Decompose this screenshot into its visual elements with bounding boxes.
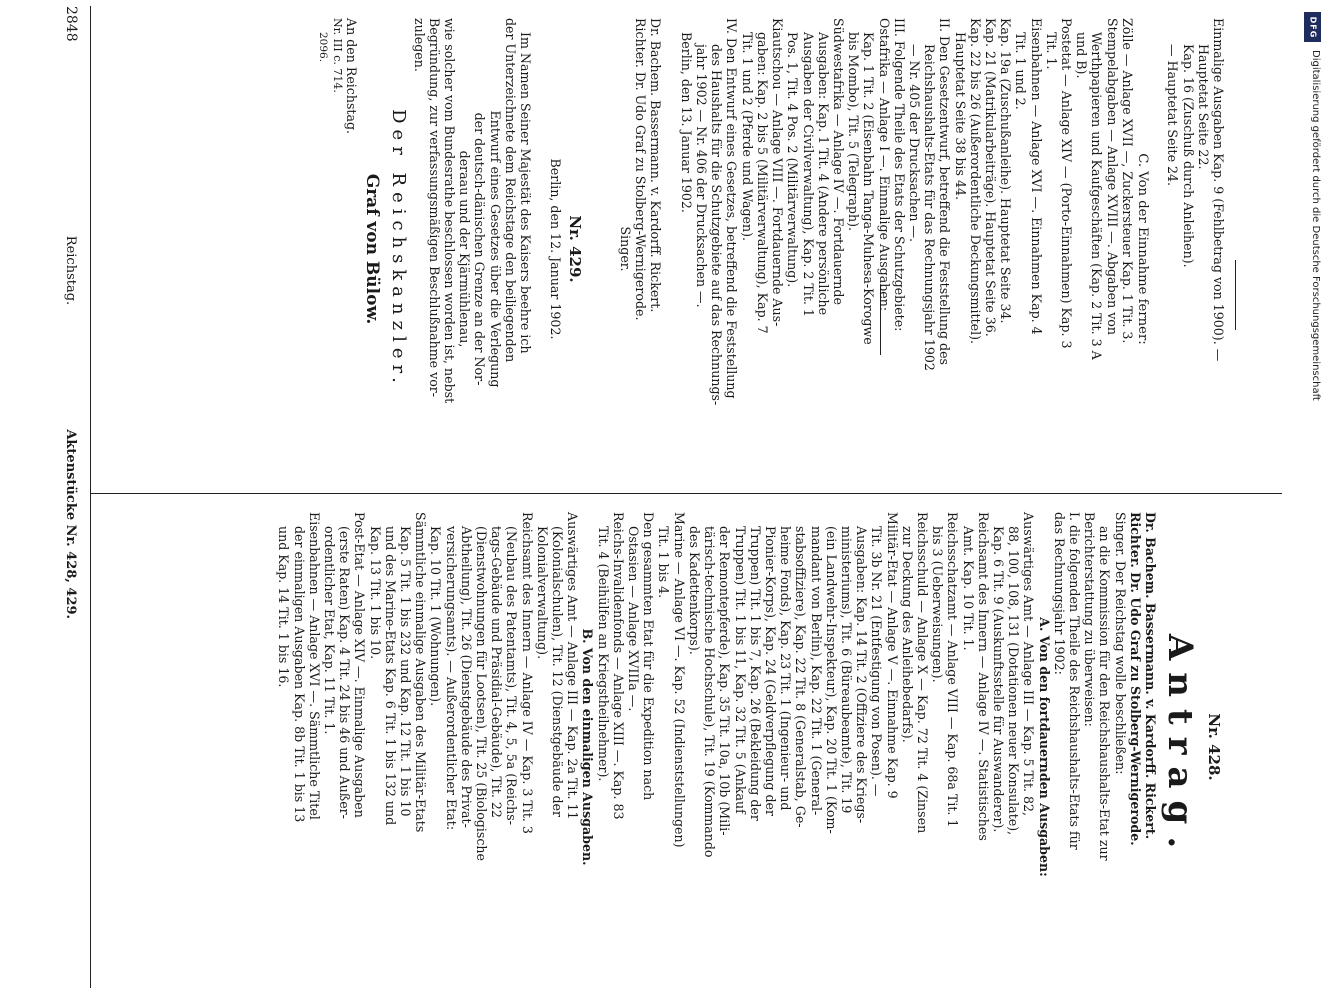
col2-line: Richter. Dr. Udo Graf zu Stolberg-Wernigerode. bbox=[633, 18, 649, 321]
col1-line: und Kap. 14 Tit. 1 bis 16. bbox=[276, 526, 292, 688]
col2-line: Kap. 21 (Matrikularbeiträge). Hauptetat Seite 36. bbox=[982, 18, 998, 337]
col1-line: Tit. 1 bis 4. bbox=[656, 526, 672, 599]
col1-line: Richter. Dr. Udo Graf zu Stolberg-Wernigerode. bbox=[1127, 512, 1143, 846]
col1-line: und des Marine-Etats Kap. 6 Tit. 1 bis 132 und bbox=[382, 526, 398, 826]
col2-line: II. Den Gesetzentwurf, betreffend die Feststellung des bbox=[937, 18, 953, 365]
col2-line: Nr. 429. bbox=[566, 215, 585, 283]
col1-line: Truppen) Tit. 1 bis 7, Kap. 26 (Bekleidung der bbox=[747, 526, 763, 821]
page-number: 2848 bbox=[63, 6, 79, 42]
col2-line: wie solcher vom Bundesrathe beschlossen worden ist, nebst bbox=[442, 18, 458, 404]
col2-line: Entwurf eines Gesetzes über die Verlegung bbox=[487, 110, 503, 388]
col1-line: Dr. Bachem. Bassermann. v. Kardorff. Rickert. bbox=[1143, 512, 1158, 840]
col1-line: zur Deckung des Anleihebedarfs). bbox=[899, 526, 915, 743]
col1-line: Kolonialverwaltung). bbox=[534, 526, 550, 660]
col2-line: Nr. III c. 714. bbox=[331, 18, 345, 93]
col2-line: — Hauptetat Seite 24. bbox=[1165, 44, 1181, 187]
col1-line: (ein Landwehr-Inspekteur), Kap. 20 Tit. 1 (Kom- bbox=[823, 526, 839, 834]
col2-line: IV. Den Entwurf eines Gesetzes, betreffend die Feststellung bbox=[724, 18, 740, 399]
col2-line: deraau und der Kjärmühlenau, bbox=[457, 150, 473, 348]
col1-line: Tit. 4 (Beihülfen an Kriegstheilnehmer). bbox=[595, 526, 611, 782]
col1-line: Kap. 6 Tit. 9 (Auskunftsstelle für Auswanderer). bbox=[990, 526, 1006, 833]
col2-line: Der Reichskanzler. bbox=[388, 109, 410, 389]
col1-line: ordentlicher Etat, Kap. 11 Tit. 1. bbox=[322, 526, 338, 735]
col2-line: Einmalige Ausgaben Kap. 9 (Fehlbetrag von 1900). — bbox=[1211, 18, 1226, 362]
col1-line: Reichs-Invalidenfonds — Anlage XIII —. Kap. 83 bbox=[610, 512, 626, 820]
col1-line: das Rechnungsjahr 1902: bbox=[1051, 512, 1067, 675]
col2-line bbox=[533, 18, 548, 480]
col1-line: bis 3 (Ueberweisungen). bbox=[930, 526, 946, 683]
col2-line: Hauptetat Seite 38 bis 44. bbox=[952, 32, 968, 201]
col2-line: Begründung, zur verfassungsmäßigen Beschlußnahme vor- bbox=[426, 18, 442, 398]
column-right-antrag-429 bbox=[316, 18, 1226, 480]
digitization-note: Digitalisierung gefördert durch die Deutsche Forschungsgemeinschaft bbox=[1310, 50, 1321, 401]
col1-line: Reichsschatzamt — Anlage VIII — Kap. 68a Tit. 1 bbox=[945, 512, 961, 828]
col1-line: 88, 100, 108, 131 (Dotationen neuer Konsulate), bbox=[1006, 526, 1022, 836]
col1-line: Singer. Der Reichstag wolle beschließen: bbox=[1112, 512, 1128, 775]
col1-line: Kap. 5 Tit. 1 bis 232 und Kap. 12 Tit. 1 bis 10 bbox=[398, 526, 414, 817]
col2-line: der Unterzeichnete dem Reichstage den beiliegenden bbox=[502, 18, 518, 363]
col2-line: Ausgaben der Civilverwaltung), Kap. 2 Tit. 1 bbox=[800, 32, 816, 317]
col1-line: (erste Raten) Kap. 4 Tit. 24 bis 46 und Außer- bbox=[337, 526, 353, 819]
col2-line: des Haushalts für die Schutzgebiete auf das Rechnungs- bbox=[709, 44, 725, 406]
col2-line: Stempelabgaben — Anlage XVIII —. Abgaben von bbox=[1104, 18, 1120, 336]
col1-line: Berichterstattung zu überweisen: bbox=[1082, 512, 1098, 727]
col2-line: Postetat — Anlage XIV — (Porto-Einnahmen) Kap. 3 bbox=[1058, 18, 1074, 349]
col1-line: Reichsamt des Innern — Anlage IV —. Statistisches bbox=[975, 512, 991, 841]
col1-line: Kap. 10 Tit. 1 (Wohnungen). bbox=[428, 526, 444, 707]
header-right: Aktenstücke Nr. 428, 429. bbox=[63, 429, 78, 620]
col1-line: Post-Etat — Anlage XIV —. Einmalige Ausgaben bbox=[352, 512, 368, 818]
column-left-antrag-428 bbox=[276, 512, 1226, 982]
col1-line: an die Kommission für den Reichshaushalts-Etat zur bbox=[1097, 526, 1113, 861]
col2-line: der deutsch-dänischen Grenze an der Nor- bbox=[472, 112, 488, 386]
col2-line: und B). bbox=[1074, 32, 1090, 79]
col1-line: des Kadettenkorps). bbox=[686, 526, 702, 655]
col1-line: der einmaligen Ausgaben Kap. 8b Tit. 1 bis 13 bbox=[291, 526, 307, 823]
col2-line: Berlin, den 13. Januar 1902. bbox=[678, 32, 694, 213]
col1-line: A. Von den fortdauernden Ausgaben: bbox=[1036, 617, 1052, 877]
col1-line: ministeriums), Tit. 6 (Büreaubeamte), Tit. 19 bbox=[838, 526, 854, 814]
col1-line: I. die folgenden Theile des Reichshaushalts-Etats für bbox=[1066, 512, 1082, 850]
col1-line: Truppen) Tit. 1 bis 11, Kap. 32 Tit. 5 (Ankauf bbox=[732, 526, 748, 814]
col1-line: Amt. Kap. 10 Tit. 1. bbox=[960, 526, 976, 651]
col2-line: An den Reichstag. bbox=[344, 18, 360, 135]
col2-line: — Nr. 405 der Drucksachen —. bbox=[906, 44, 922, 243]
col2-line: Kiautschou — Anlage VIII —. Fortdauernde Aus- bbox=[770, 18, 786, 327]
col2-line: Pos. 1, Tit. 4 Pos. 2 (Militärverwaltung). bbox=[785, 32, 801, 288]
col1-line: versicherungsamts). — Außerordentlicher Etat: bbox=[443, 526, 459, 831]
col1-line: Antrag. bbox=[1160, 633, 1200, 861]
col2-line: Reichshaushalts-Etats für das Rechnungsjahr 1902 bbox=[922, 44, 938, 371]
col2-line: Südwestafrika — Anlage IV —. Fortdauernde bbox=[830, 18, 846, 305]
col1-line: Militär-Etat — Anlage V —. Einnahme Kap. 9 bbox=[884, 512, 900, 799]
col2-line: Singer. bbox=[618, 226, 634, 272]
col1-line: tärisch-technische Hochschule), Tit. 19 (Kommando bbox=[702, 526, 718, 858]
col2-line: Ausgaben: Kap. 1 Tit. 4 (Andere persönliche bbox=[815, 32, 831, 316]
col1-line: Auswärtiges Amt — Anlage III — Kap. 5 Tit. 82, bbox=[1021, 512, 1037, 817]
col2-line: bis Mombo), Tit. 5 (Telegraph). bbox=[846, 32, 862, 231]
col1-line: Pionier-Korps), Kap. 24 (Geldverpflegung der bbox=[762, 526, 778, 816]
col2-line: Kap. 16 (Zuschuß durch Anleihen). bbox=[1180, 44, 1196, 268]
col2-line: Tit. 1 und 2 (Pferde und Wagen). bbox=[739, 32, 755, 242]
col1-line: Reichsschuld — Anlage X — Kap. 72 Tit. 4 (Zinsen bbox=[914, 512, 930, 834]
col1-line: Nr. 428. bbox=[1205, 713, 1223, 781]
col1-line: Ostasien — Anlage XVIIIa —. bbox=[626, 526, 642, 712]
col2-line: gaben: Kap. 2 bis 5 (Militärverwaltung), Kap. 7 bbox=[754, 32, 770, 334]
col1-line: Den gesammten Etat für die Expedition nach bbox=[641, 512, 657, 801]
col2-line: Zölle — Anlage XVII —, Zuckersteuer Kap. 1 Tit. 3. bbox=[1119, 18, 1135, 344]
col2-line: Tit. 1 und 2. bbox=[1013, 32, 1029, 110]
col1-line: Sämmtliche einmalige Ausgaben des Militär-Etats bbox=[413, 512, 429, 833]
col2-line bbox=[587, 18, 602, 480]
col2-line bbox=[663, 18, 678, 480]
col2-line: Im Namen Seiner Majestät des Kaisers beehre ich bbox=[518, 32, 534, 354]
dfg-logo: DFG bbox=[1304, 12, 1321, 42]
col1-line: (Kolonialschulen), Tit. 12 (Dienstgebäude der bbox=[550, 526, 566, 817]
col1-line: der Remontepferde), Kap. 35 Tit. 10a, 10b (Mili- bbox=[717, 526, 733, 836]
header-left: Reichstag. bbox=[63, 235, 78, 306]
col1-line: mandant von Berlin), Kap. 22 Tit. 1 (General- bbox=[808, 526, 824, 816]
top-divider bbox=[90, 493, 1282, 494]
col2-line bbox=[1150, 18, 1165, 480]
col1-line: Ausgaben: Kap. 14 Tit. 2 (Offiziere des Kriegs- bbox=[854, 526, 870, 824]
col1-line: Kap. 13 Tit. 1 bis 10. bbox=[367, 526, 383, 660]
col1-line: (Neubau des Patentamts), Tit. 4, 5, 5a (Reichs- bbox=[504, 526, 520, 825]
col2-line: Graf von Bülow. bbox=[362, 173, 383, 325]
nr429-rule-bottom bbox=[1235, 260, 1236, 330]
col2-line: Kap. 19a (Zuschußanleihe). Hauptetat Seite 34. bbox=[998, 18, 1014, 324]
col1-line: (Dienstwohnungen für Lootsen), Tit. 25 (Biologische bbox=[474, 526, 490, 861]
col2-line: Kap. 22 bis 26 (Außerordentliche Deckungsmittel). bbox=[967, 18, 983, 345]
col2-line: Ostafrika — Anlage I —. Einmalige Ausgaben: bbox=[876, 18, 892, 312]
col2-line: Werthpapieren und Kaufgeschäften (Kap. 2 Tit. 3 A bbox=[1089, 32, 1105, 360]
col2-line: jahr 1902 — Nr. 406 der Drucksachen —. bbox=[694, 44, 710, 308]
col2-line: 2096. bbox=[317, 32, 330, 63]
col1-line: Marine — Anlage VI —. Kap. 52 (Indienststellungen) bbox=[671, 512, 687, 848]
col2-line: Kap. 1 Tit. 2 (Eisenbahn Tanga-Muhesa-Korogwe bbox=[861, 32, 877, 345]
col2-line bbox=[603, 18, 618, 480]
col2-line: Tit. 1. bbox=[1043, 32, 1059, 70]
col1-line: B. Von den einmaligen Ausgaben. bbox=[580, 628, 596, 866]
col1-line: Tit. 3b Nr. 21 (Entfestigung von Posen). — bbox=[869, 526, 885, 797]
running-head bbox=[57, 6, 84, 996]
col2-line: zulegen. bbox=[411, 18, 427, 72]
col2-line: Berlin, den 12. Januar 1902. bbox=[548, 158, 564, 340]
col1-line: stabsoffiziere), Kap. 22 Tit. 8 (Generalstab, Ge- bbox=[793, 526, 809, 828]
col1-line: Eisenbahnen — Anlage XVI —. Sämmtliche Titel bbox=[306, 512, 322, 820]
header-rule bbox=[90, 6, 91, 988]
col1-line: Abtheilung), Tit. 26 (Dienstgebäude des Privat- bbox=[458, 526, 474, 828]
col1-line: Auswärtiges Amt — Anlage III — Kap. 2a Tit. 11 bbox=[565, 512, 581, 820]
col2-line: C. Von der Einnahme ferner: bbox=[1134, 153, 1150, 345]
col1-line: Reichsamt des Innern — Anlage IV — Kap. 3 Tit. 3 bbox=[519, 512, 535, 834]
col2-line: Dr. Bachem. Bassermann. v. Kardorff. Rickert. bbox=[648, 18, 664, 313]
col2-line: Eisenbahnen — Anlage XVI —. Einnahmen Kap. 4 bbox=[1028, 18, 1044, 335]
col2-line: Hauptetat Seite 22. bbox=[1195, 44, 1211, 170]
col2-line: III. Folgende Theile des Etats der Schutzgebiete: bbox=[891, 18, 907, 332]
col1-line: heime Fonds), Kap. 23 Tit. 1 (Ingenieur- und bbox=[778, 526, 794, 811]
col1-line: tags-Gebäude und Präsidial-Gebäude), Tit. 22 bbox=[489, 526, 505, 818]
